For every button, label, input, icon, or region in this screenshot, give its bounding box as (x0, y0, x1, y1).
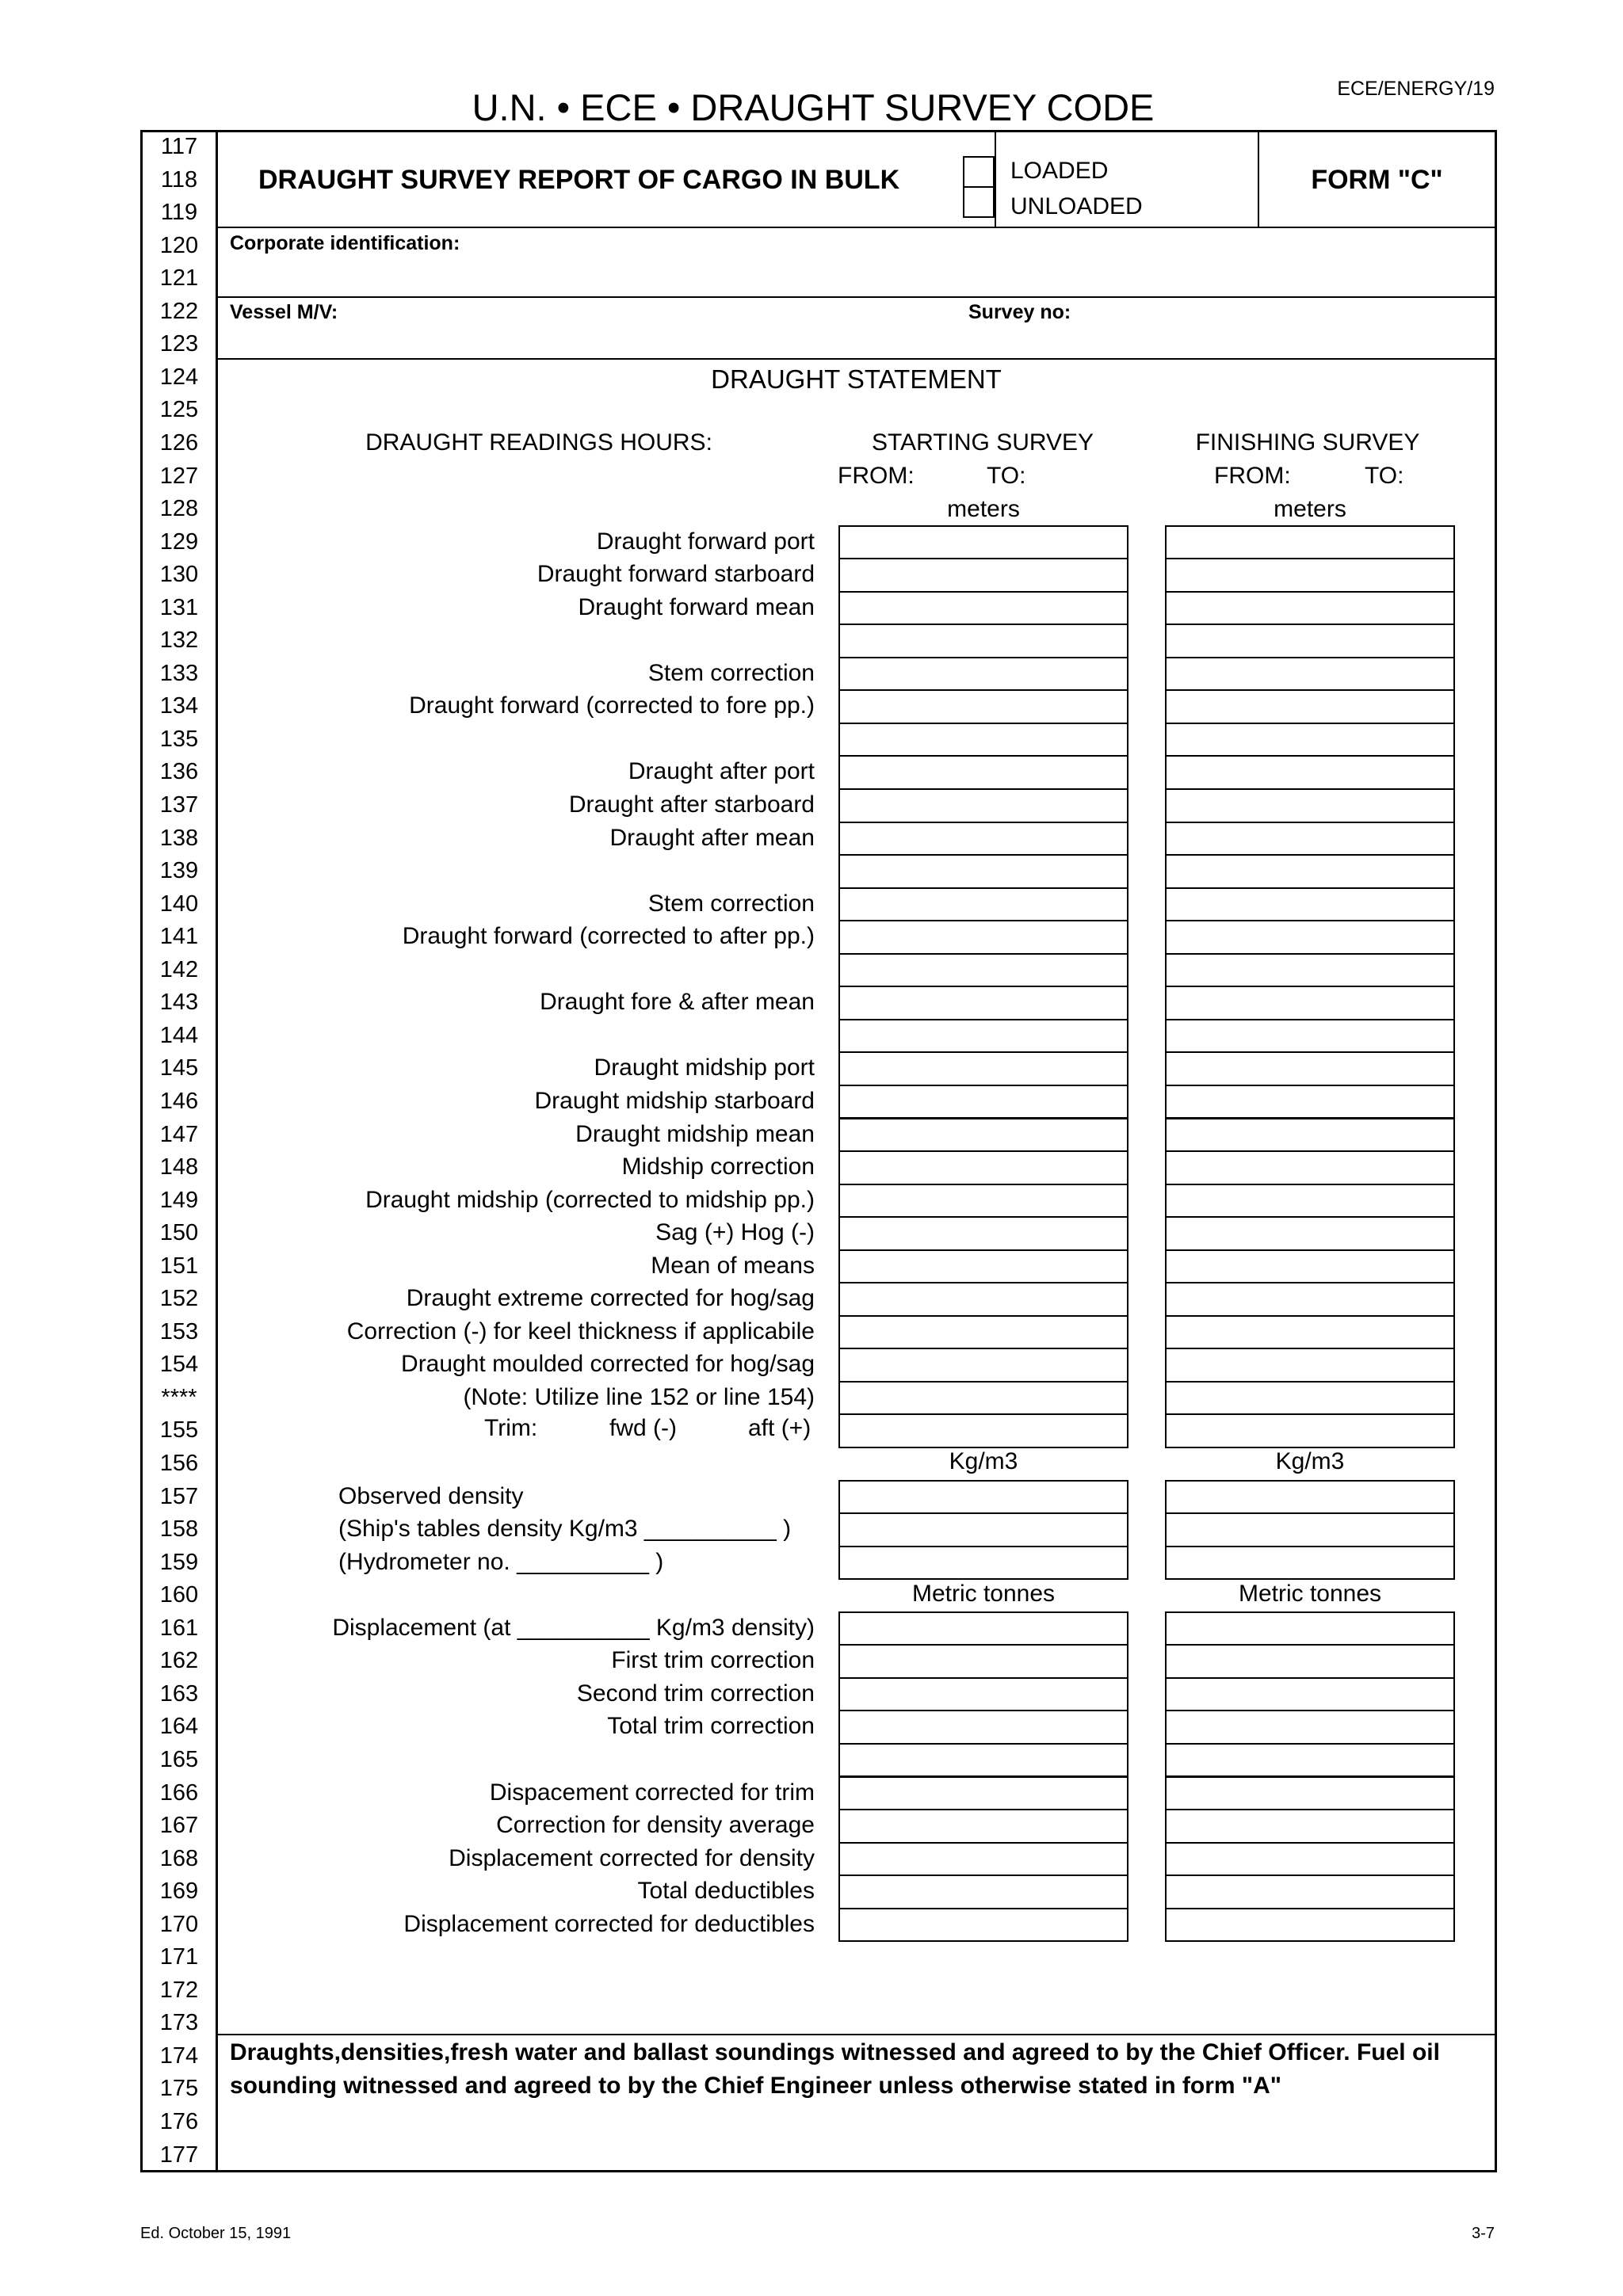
draught-row-label: Stem correction (647, 890, 815, 917)
line-number: 117 (160, 134, 198, 159)
line-number: 141 (159, 924, 199, 950)
line-number: 175 (159, 2076, 199, 2102)
starting-displacement-value-input[interactable] (838, 1875, 1128, 1909)
corporate-identification-label: Corporate identification: (230, 232, 460, 254)
starting-draught-value-input[interactable] (838, 953, 1128, 988)
draught-row-label: (Note: Utilize line 152 or line 154) (463, 1383, 815, 1410)
line-number: 156 (159, 1451, 199, 1476)
starting-displacement-value-input[interactable] (838, 1842, 1128, 1877)
starting-survey-header: STARTING SURVEY (871, 429, 1094, 456)
line-number: 126 (159, 429, 199, 456)
line-number: 154 (159, 1352, 199, 1378)
starting-draught-value-input[interactable] (838, 1085, 1128, 1119)
starting-draught-value-input[interactable] (838, 1381, 1128, 1416)
finishing-draught-value-input[interactable] (1165, 788, 1455, 823)
displacement-row-label: Correction for density average (496, 1812, 815, 1839)
starting-draught-value-input[interactable] (838, 854, 1128, 889)
finishing-displacement-value-input[interactable] (1165, 1644, 1455, 1679)
loaded-checkbox[interactable] (963, 156, 995, 188)
starting-draught-value-input[interactable] (838, 525, 1128, 560)
starting-draught-value-input[interactable] (838, 1118, 1128, 1153)
line-number: 159 (159, 1549, 199, 1575)
finishing-to-label: TO: (1365, 463, 1404, 489)
displacement-row-label: First trim correction (611, 1647, 815, 1674)
starting-draught-value-input[interactable] (838, 1348, 1128, 1383)
vessel-field[interactable] (357, 299, 959, 357)
finishing-displacement-value-input[interactable] (1165, 1710, 1455, 1745)
finishing-density-value-input[interactable] (1165, 1546, 1455, 1581)
line-number: 138 (159, 825, 199, 851)
finishing-draught-value-input[interactable] (1165, 1315, 1455, 1350)
starting-draught-value-input[interactable] (838, 755, 1128, 790)
line-number: 142 (159, 956, 199, 982)
line-number: **** (161, 1384, 197, 1410)
starting-draught-value-input[interactable] (838, 1150, 1128, 1185)
vessel-divider (216, 358, 1497, 360)
finishing-draught-value-input[interactable] (1165, 657, 1455, 692)
starting-unit-tonnes: Metric tonnes (911, 1581, 1056, 1607)
starting-draught-value-input[interactable] (838, 689, 1128, 724)
line-number: 123 (159, 331, 199, 357)
draught-row-label: Sag (+) Hog (-) (655, 1219, 815, 1246)
document-reference: ECE/ENERGY/19 (1337, 78, 1495, 100)
finishing-draught-value-input[interactable] (1165, 1019, 1455, 1054)
line-number: 125 (159, 397, 199, 423)
finishing-displacement-value-input[interactable] (1165, 1842, 1455, 1877)
draught-row-label: Draught forward (corrected to after pp.) (402, 923, 815, 950)
density-row-label: (Hydrometer no. __________ ) (338, 1548, 664, 1575)
draught-row-label: Draught forward port (596, 528, 815, 555)
finishing-draught-value-input[interactable] (1165, 986, 1455, 1020)
finishing-draught-value-input[interactable] (1165, 1216, 1455, 1251)
finishing-draught-value-input[interactable] (1165, 558, 1455, 593)
finishing-draught-value-input[interactable] (1165, 953, 1455, 988)
starting-draught-value-input[interactable] (838, 1019, 1128, 1054)
displacement-row-label: Displacement corrected for deductibles (403, 1910, 815, 1937)
starting-draught-value-input[interactable] (838, 788, 1128, 823)
section-title: DRAUGHT STATEMENT (711, 364, 1002, 394)
report-title: DRAUGHT SURVEY REPORT OF CARGO IN BULK (258, 165, 900, 195)
line-number: 167 (159, 1813, 199, 1839)
finishing-survey-header: FINISHING SURVEY (1195, 429, 1420, 456)
vessel-label: Vessel M/V: (230, 301, 338, 323)
line-number: 129 (159, 528, 199, 555)
starting-unit-density: Kg/m3 (949, 1448, 1018, 1474)
line-number: 151 (159, 1253, 199, 1279)
draught-row-label: Draught after port (628, 758, 815, 785)
draught-row-label: Draught midship port (594, 1055, 815, 1081)
starting-draught-value-input[interactable] (838, 1216, 1128, 1251)
finishing-draught-value-input[interactable] (1165, 920, 1455, 955)
line-number: 162 (159, 1648, 199, 1674)
finishing-displacement-value-input[interactable] (1165, 1908, 1455, 1943)
density-row-label: (Ship's tables density Kg/m3 __________ ) (338, 1516, 792, 1543)
page-number: 3-7 (1472, 2225, 1495, 2242)
unloaded-checkbox[interactable] (963, 186, 995, 218)
finishing-displacement-value-input[interactable] (1165, 1875, 1455, 1909)
finishing-density-value-input[interactable] (1165, 1480, 1455, 1515)
line-number: 139 (159, 858, 199, 884)
starting-displacement-value-input[interactable] (838, 1710, 1128, 1745)
line-number: 165 (159, 1746, 199, 1772)
line-number: 168 (159, 1845, 199, 1871)
line-number: 171 (159, 1944, 199, 1970)
finishing-draught-value-input[interactable] (1165, 755, 1455, 790)
starting-displacement-value-input[interactable] (838, 1776, 1128, 1811)
line-number: 160 (159, 1582, 199, 1608)
starting-to-label: TO: (987, 463, 1026, 489)
line-number: 120 (159, 232, 199, 258)
starting-draught-value-input[interactable] (838, 591, 1128, 626)
finishing-unit-meters: meters (1274, 496, 1346, 522)
draught-row-label: Correction (-) for keel thickness if applicabile (346, 1318, 815, 1344)
starting-trim-value-input[interactable] (838, 1413, 1128, 1448)
starting-draught-value-input[interactable] (838, 1051, 1128, 1086)
line-number: 127 (159, 463, 199, 489)
edition-date: Ed. October 15, 1991 (140, 2225, 292, 2242)
displacement-row-label: Dispacement corrected for trim (489, 1779, 815, 1806)
line-number: 163 (159, 1680, 199, 1707)
loaded-label: LOADED (1010, 158, 1109, 184)
finishing-draught-value-input[interactable] (1165, 1249, 1455, 1284)
draught-row-label: Draught forward mean (578, 593, 815, 620)
header-divider (216, 227, 1497, 228)
line-number: 150 (159, 1220, 199, 1246)
line-number: 145 (159, 1055, 199, 1081)
line-number: 130 (159, 562, 199, 588)
line-number-divider (216, 130, 218, 2172)
form-id-divider (1258, 130, 1259, 227)
starting-density-value-input[interactable] (838, 1480, 1128, 1515)
starting-draught-value-input[interactable] (838, 1282, 1128, 1317)
starting-draught-value-input[interactable] (838, 558, 1128, 593)
starting-displacement-value-input[interactable] (838, 1644, 1128, 1679)
starting-displacement-value-input[interactable] (838, 1809, 1128, 1844)
displacement-row-label: Total trim correction (607, 1713, 815, 1740)
finishing-draught-value-input[interactable] (1165, 854, 1455, 889)
line-number: 177 (159, 2142, 199, 2168)
starting-draught-value-input[interactable] (838, 822, 1128, 856)
line-number: 158 (159, 1516, 199, 1543)
line-number: 132 (159, 627, 199, 654)
line-number: 135 (159, 726, 199, 752)
finishing-draught-value-input[interactable] (1165, 1051, 1455, 1086)
line-number: 176 (159, 2109, 199, 2134)
starting-displacement-value-input[interactable] (838, 1611, 1128, 1646)
draught-row-label: Draught fore & after mean (540, 989, 815, 1016)
line-number: 122 (159, 298, 199, 324)
finishing-unit-tonnes: Metric tonnes (1238, 1581, 1382, 1607)
trim-fwd-label: fwd (-) (609, 1415, 677, 1441)
finishing-draught-value-input[interactable] (1165, 1184, 1455, 1219)
line-number: 119 (160, 200, 198, 226)
line-number: 157 (159, 1483, 199, 1509)
line-number: 173 (159, 2010, 199, 2036)
survey-no-field[interactable] (1094, 299, 1490, 357)
draught-row-label: Draught after starboard (568, 791, 815, 818)
finishing-draught-value-input[interactable] (1165, 624, 1455, 658)
line-number: 161 (159, 1615, 199, 1641)
line-number: 153 (159, 1318, 199, 1344)
finishing-draught-value-input[interactable] (1165, 525, 1455, 560)
displacement-row-label: Total deductibles (637, 1878, 815, 1905)
finishing-displacement-value-input[interactable] (1165, 1611, 1455, 1646)
displacement-row-label: Second trim correction (576, 1680, 815, 1707)
line-number: 174 (159, 2042, 199, 2069)
line-number: 128 (159, 496, 199, 522)
draught-row-label: Stem correction (647, 659, 815, 686)
line-number: 155 (159, 1417, 199, 1444)
line-number: 140 (159, 891, 199, 917)
footer-divider (216, 2034, 1497, 2035)
finishing-displacement-value-input[interactable] (1165, 1677, 1455, 1712)
line-number: 149 (159, 1187, 199, 1213)
starting-draught-value-input[interactable] (838, 887, 1128, 922)
displacement-row-label: Displacement (at __________ Kg/m3 density) (332, 1614, 815, 1641)
checkbox-divider (995, 130, 996, 227)
finishing-displacement-value-input[interactable] (1165, 1809, 1455, 1844)
line-number: 143 (159, 990, 199, 1016)
draught-row-label: Draught moulded corrected for hog/sag (401, 1351, 815, 1378)
draught-row-label: Draught forward (corrected to fore pp.) (409, 692, 815, 719)
line-number: 172 (159, 1977, 199, 2003)
line-number: 134 (159, 693, 199, 719)
finishing-displacement-value-input[interactable] (1165, 1743, 1455, 1778)
draught-row-label: Draught after mean (609, 824, 815, 851)
finishing-unit-density: Kg/m3 (1275, 1448, 1345, 1474)
starting-displacement-value-input[interactable] (838, 1677, 1128, 1712)
finishing-displacement-value-input[interactable] (1165, 1776, 1455, 1811)
unloaded-label: UNLOADED (1010, 193, 1143, 219)
draught-row-label: Midship correction (621, 1154, 815, 1180)
starting-draught-value-input[interactable] (838, 920, 1128, 955)
draught-row-label: Draught midship mean (575, 1120, 815, 1147)
line-number: 164 (159, 1714, 199, 1740)
starting-density-value-input[interactable] (838, 1512, 1128, 1547)
finishing-draught-value-input[interactable] (1165, 1118, 1455, 1153)
finishing-draught-value-input[interactable] (1165, 1348, 1455, 1383)
draught-readings-hours-label: DRAUGHT READINGS HOURS: (365, 429, 712, 456)
finishing-from-label: FROM: (1214, 463, 1291, 489)
line-number: 121 (159, 265, 199, 292)
page-title: U.N. • ECE • DRAUGHT SURVEY CODE (472, 86, 1155, 128)
draught-row-label: Draught forward starboard (537, 561, 815, 588)
line-number: 133 (159, 660, 199, 686)
draught-row-label: Draught midship starboard (534, 1087, 815, 1114)
starting-draught-value-input[interactable] (838, 657, 1128, 692)
finishing-draught-value-input[interactable] (1165, 822, 1455, 856)
trim-aft-label: aft (+) (748, 1415, 812, 1441)
corporate-identification-field[interactable] (523, 231, 1490, 295)
line-number: 146 (159, 1088, 199, 1114)
finishing-density-value-input[interactable] (1165, 1512, 1455, 1547)
finishing-draught-value-input[interactable] (1165, 723, 1455, 757)
finishing-draught-value-input[interactable] (1165, 1150, 1455, 1185)
form-id: FORM "C" (1311, 165, 1443, 195)
starting-displacement-value-input[interactable] (838, 1743, 1128, 1778)
starting-draught-value-input[interactable] (838, 1184, 1128, 1219)
starting-displacement-value-input[interactable] (838, 1908, 1128, 1943)
trim-label: Trim: (484, 1415, 538, 1441)
draught-row-label: Draught extreme corrected for hog/sag (406, 1285, 815, 1312)
finishing-draught-value-input[interactable] (1165, 1282, 1455, 1317)
displacement-row-label: Displacement corrected for density (449, 1844, 815, 1871)
starting-draught-value-input[interactable] (838, 986, 1128, 1020)
starting-draught-value-input[interactable] (838, 1249, 1128, 1284)
line-number: 124 (159, 364, 199, 390)
draught-row-label: Mean of means (651, 1252, 815, 1279)
line-number: 131 (159, 594, 199, 620)
line-number: 152 (159, 1286, 199, 1312)
corporate-divider (216, 296, 1497, 298)
finishing-draught-value-input[interactable] (1165, 1085, 1455, 1119)
line-number: 118 (160, 166, 198, 193)
line-number: 136 (159, 759, 199, 785)
line-number: 147 (159, 1121, 199, 1147)
line-number: 144 (159, 1022, 199, 1048)
line-number: 169 (159, 1878, 199, 1905)
finishing-trim-value-input[interactable] (1165, 1413, 1455, 1448)
finishing-draught-value-input[interactable] (1165, 689, 1455, 724)
draught-row-label: Draught midship (corrected to midship pp.) (365, 1186, 815, 1213)
starting-draught-value-input[interactable] (838, 1315, 1128, 1350)
density-row-label: Observed density (338, 1482, 524, 1509)
starting-draught-value-input[interactable] (838, 624, 1128, 658)
finishing-draught-value-input[interactable] (1165, 887, 1455, 922)
starting-draught-value-input[interactable] (838, 723, 1128, 757)
starting-from-label: FROM: (838, 463, 915, 489)
line-number: 137 (159, 792, 199, 818)
finishing-draught-value-input[interactable] (1165, 591, 1455, 626)
survey-no-label: Survey no: (968, 301, 1071, 323)
starting-unit-meters: meters (947, 496, 1020, 522)
footer-note: Draughts,densities,fresh water and ballast soundings witnessed and agreed to by the Chief Officer. Fuel oil sounding witnessed and agreed to by the Chief Engineer unless otherwise stated in form "A" (230, 2039, 1440, 2099)
line-number: 170 (159, 1911, 199, 1937)
line-number: 148 (159, 1154, 199, 1180)
starting-density-value-input[interactable] (838, 1546, 1128, 1581)
line-number: 166 (159, 1779, 199, 1806)
finishing-draught-value-input[interactable] (1165, 1381, 1455, 1416)
